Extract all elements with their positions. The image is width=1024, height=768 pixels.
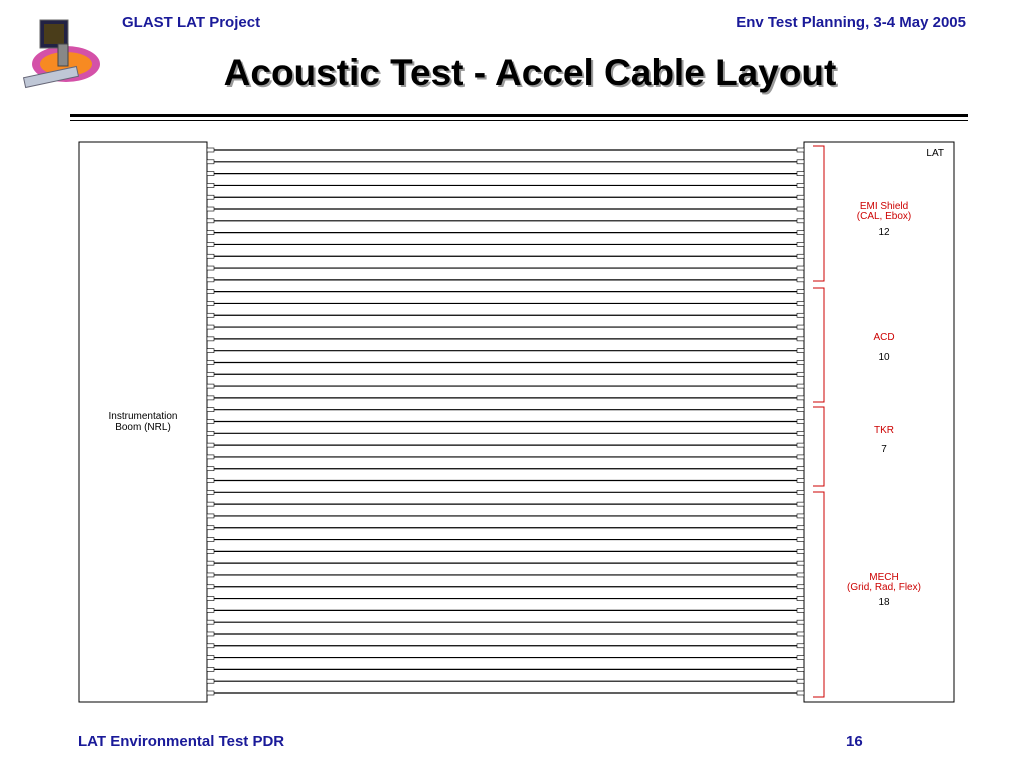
cable-line [207, 597, 804, 601]
cable-line [207, 231, 804, 235]
group-name-label: MECH [869, 572, 899, 583]
group-name-label: EMI Shield [859, 201, 909, 212]
boom-connector [207, 420, 214, 424]
boom-connector [207, 219, 214, 223]
boom-connector [207, 549, 214, 553]
lat-connector [797, 372, 804, 376]
cable-line [207, 561, 804, 565]
boom-connector [207, 266, 214, 270]
lat-connector [797, 538, 804, 542]
cable-line [207, 620, 804, 624]
cable-line [207, 691, 804, 695]
boom-connector [207, 172, 214, 176]
cable-line [207, 455, 804, 459]
cable-line [207, 372, 804, 376]
lat-connector [797, 254, 804, 258]
boom-label-line-2: Boom (NRL) [115, 422, 171, 433]
lat-connector [797, 549, 804, 553]
lat-connector [797, 325, 804, 329]
boom-connector [207, 278, 214, 282]
boom-connector [207, 183, 214, 187]
lat-connector [797, 431, 804, 435]
slide-title: Acoustic Test - Accel Cable Layout [223, 52, 837, 93]
cable-line [207, 490, 804, 494]
boom-label-line-1: Instrumentation [108, 411, 178, 422]
boom-connector [207, 479, 214, 483]
group-name-label: TKR [874, 425, 894, 436]
cable-line [207, 585, 804, 589]
boom-connector [207, 349, 214, 353]
lat-connector [797, 420, 804, 424]
boom-connector [207, 585, 214, 589]
group-count-label: 18 [878, 597, 890, 608]
group-name-label: ACD [873, 332, 895, 343]
boom-connector [207, 242, 214, 246]
lat-connector [797, 490, 804, 494]
lat-connector [797, 160, 804, 164]
lat-connector [797, 667, 804, 671]
boom-connector [207, 337, 214, 341]
cable-line [207, 679, 804, 683]
boom-connector [207, 667, 214, 671]
lat-connector [797, 656, 804, 660]
boom-connector [207, 325, 214, 329]
boom-connector [207, 313, 214, 317]
boom-connector [207, 195, 214, 199]
lat-connector [797, 172, 804, 176]
cable-line [207, 431, 804, 435]
project-name: GLAST LAT Project [122, 14, 261, 31]
lat-connector [797, 608, 804, 612]
boom-connector [207, 644, 214, 648]
cable-line [207, 219, 804, 223]
lat-connector [797, 502, 804, 506]
cable-line [207, 313, 804, 317]
lat-connector [797, 231, 804, 235]
boom-connector [207, 254, 214, 258]
boom-connector [207, 372, 214, 376]
cable-line [207, 349, 804, 353]
cable-line [207, 408, 804, 412]
cable-line [207, 384, 804, 388]
lat-connector [797, 384, 804, 388]
cable-line [207, 443, 804, 447]
lat-connector [797, 479, 804, 483]
lat-connector [797, 408, 804, 412]
lat-connector [797, 691, 804, 695]
lat-connector [797, 514, 804, 518]
cable-line [207, 632, 804, 636]
lat-connector [797, 620, 804, 624]
lat-connector [797, 337, 804, 341]
cable-line [207, 242, 804, 246]
cable-line [207, 337, 804, 341]
lat-connector [797, 313, 804, 317]
group-name-label: (Grid, Rad, Flex) [847, 582, 921, 593]
group-count-label: 10 [878, 352, 890, 363]
cable-line [207, 278, 804, 282]
lat-box [804, 142, 954, 702]
lat-connector [797, 526, 804, 530]
cable-line [207, 667, 804, 671]
group-name-label: (CAL, Ebox) [856, 211, 912, 222]
boom-connector [207, 573, 214, 577]
cable-line [207, 266, 804, 270]
boom-connector [207, 608, 214, 612]
boom-connector [207, 455, 214, 459]
cable-line [207, 183, 804, 187]
cable-line [207, 549, 804, 553]
cable-line [207, 172, 804, 176]
group-count-label: 12 [878, 227, 890, 238]
lat-connector [797, 443, 804, 447]
cable-line [207, 396, 804, 400]
boom-connector [207, 632, 214, 636]
lat-connector [797, 573, 804, 577]
lat-connector [797, 195, 804, 199]
page-number: 16 [846, 733, 863, 750]
cable-line [207, 573, 804, 577]
boom-connector [207, 691, 214, 695]
cable-line [207, 608, 804, 612]
cable-line [207, 301, 804, 305]
lat-connector [797, 360, 804, 364]
lat-connector [797, 219, 804, 223]
group-count-label: 7 [881, 444, 887, 455]
lat-connector [797, 585, 804, 589]
cable-line [207, 148, 804, 152]
cable-line [207, 514, 804, 518]
lat-connector [797, 278, 804, 282]
lat-connector [797, 242, 804, 246]
lat-label: LAT [926, 148, 944, 159]
lat-connector [797, 290, 804, 294]
cable-line [207, 420, 804, 424]
boom-connector [207, 431, 214, 435]
boom-connector [207, 290, 214, 294]
boom-connector [207, 148, 214, 152]
boom-connector [207, 597, 214, 601]
boom-connector [207, 160, 214, 164]
lat-connector [797, 679, 804, 683]
cable-line [207, 195, 804, 199]
cable-line [207, 290, 804, 294]
cable-line [207, 254, 804, 258]
cable-line [207, 207, 804, 211]
lat-connector [797, 597, 804, 601]
cable-line [207, 160, 804, 164]
boom-connector [207, 467, 214, 471]
boom-connector [207, 502, 214, 506]
lat-connector [797, 455, 804, 459]
boom-connector [207, 231, 214, 235]
lat-connector [797, 301, 804, 305]
boom-connector [207, 384, 214, 388]
lat-connector [797, 467, 804, 471]
cable-line [207, 360, 804, 364]
boom-connector [207, 514, 214, 518]
lat-connector [797, 148, 804, 152]
boom-connector [207, 620, 214, 624]
boom-connector [207, 408, 214, 412]
lat-connector [797, 207, 804, 211]
cable-bundle [207, 148, 804, 695]
footer-review: LAT Environmental Test PDR [78, 733, 285, 750]
lat-connector [797, 632, 804, 636]
cable-line [207, 467, 804, 471]
lat-connector [797, 183, 804, 187]
boom-connector [207, 360, 214, 364]
boom-connector [207, 526, 214, 530]
boom-connector [207, 656, 214, 660]
cable-line [207, 656, 804, 660]
boom-connector [207, 561, 214, 565]
lat-connector [797, 266, 804, 270]
lat-connector [797, 349, 804, 353]
boom-connector [207, 490, 214, 494]
boom-connector [207, 396, 214, 400]
boom-connector [207, 679, 214, 683]
boom-connector [207, 207, 214, 211]
cable-line [207, 325, 804, 329]
cable-line [207, 538, 804, 542]
meeting-info: Env Test Planning, 3-4 May 2005 [736, 14, 966, 31]
lat-connector [797, 396, 804, 400]
boom-connector [207, 538, 214, 542]
boom-connector [207, 301, 214, 305]
boom-connector [207, 443, 214, 447]
lat-connector [797, 644, 804, 648]
cable-line [207, 502, 804, 506]
cable-line [207, 479, 804, 483]
cable-line [207, 644, 804, 648]
lat-connector [797, 561, 804, 565]
cable-line [207, 526, 804, 530]
